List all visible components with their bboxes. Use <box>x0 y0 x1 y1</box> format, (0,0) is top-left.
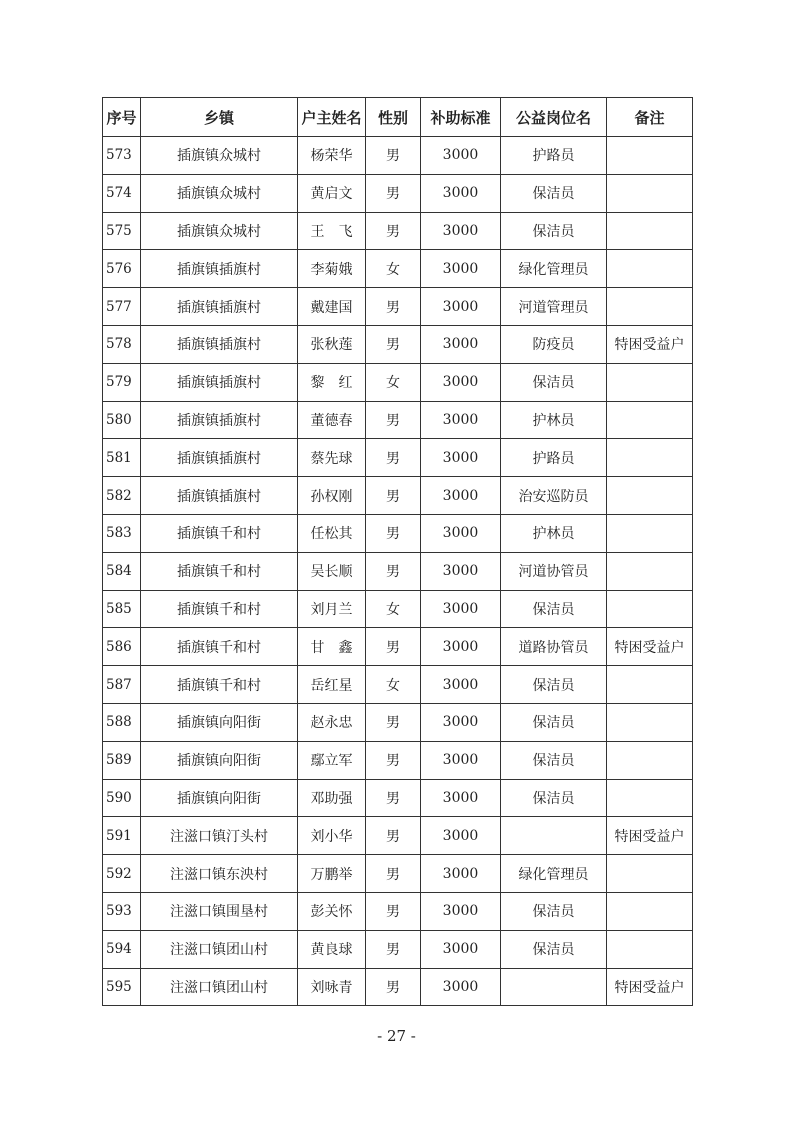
cell-householder-name: 董德春 <box>298 401 366 439</box>
cell-township: 注滋口镇汀头村 <box>141 817 298 855</box>
cell-subsidy: 3000 <box>421 325 501 363</box>
cell-subsidy: 3000 <box>421 779 501 817</box>
cell-subsidy: 3000 <box>421 212 501 250</box>
cell-index: 575 <box>103 212 141 250</box>
cell-householder-name: 杨荣华 <box>298 137 366 175</box>
cell-township: 插旗镇插旗村 <box>141 325 298 363</box>
table-row <box>103 514 693 552</box>
cell-gender: 男 <box>366 628 421 666</box>
cell-post-name: 保洁员 <box>501 892 607 930</box>
cell-householder-name: 刘小华 <box>298 817 366 855</box>
table-row <box>103 817 693 855</box>
cell-township: 插旗镇千和村 <box>141 514 298 552</box>
cell-remark <box>607 741 693 779</box>
cell-township: 插旗镇向阳街 <box>141 779 298 817</box>
table-row <box>103 968 693 1006</box>
cell-post-name: 护林员 <box>501 514 607 552</box>
cell-index: 579 <box>103 363 141 401</box>
cell-gender: 女 <box>366 250 421 288</box>
cell-gender: 男 <box>366 892 421 930</box>
cell-gender: 男 <box>366 439 421 477</box>
cell-index: 585 <box>103 590 141 628</box>
cell-township: 插旗镇向阳街 <box>141 741 298 779</box>
cell-remark <box>607 590 693 628</box>
cell-gender: 男 <box>366 401 421 439</box>
cell-subsidy: 3000 <box>421 817 501 855</box>
cell-gender: 女 <box>366 590 421 628</box>
cell-householder-name: 任松其 <box>298 514 366 552</box>
cell-post-name: 绿化管理员 <box>501 855 607 893</box>
cell-index: 590 <box>103 779 141 817</box>
cell-index: 587 <box>103 666 141 704</box>
cell-post-name: 绿化管理员 <box>501 250 607 288</box>
cell-index: 593 <box>103 892 141 930</box>
cell-township: 插旗镇众城村 <box>141 212 298 250</box>
cell-post-name: 保洁员 <box>501 666 607 704</box>
cell-post-name: 河道管理员 <box>501 288 607 326</box>
column-header-subsidy: 补助标准 <box>421 98 501 137</box>
cell-householder-name: 蔡先球 <box>298 439 366 477</box>
cell-index: 573 <box>103 137 141 175</box>
cell-subsidy: 3000 <box>421 363 501 401</box>
cell-post-name: 护林员 <box>501 401 607 439</box>
table-row <box>103 439 693 477</box>
cell-index: 586 <box>103 628 141 666</box>
cell-gender: 男 <box>366 779 421 817</box>
cell-remark: 特困受益户 <box>607 817 693 855</box>
cell-township: 注滋口镇团山村 <box>141 930 298 968</box>
cell-subsidy: 3000 <box>421 552 501 590</box>
cell-remark <box>607 212 693 250</box>
cell-subsidy: 3000 <box>421 855 501 893</box>
cell-remark <box>607 439 693 477</box>
cell-subsidy: 3000 <box>421 628 501 666</box>
page-number: - 27 - <box>377 1027 416 1045</box>
table-row <box>103 363 693 401</box>
column-header-post-name: 公益岗位名 <box>501 98 607 137</box>
cell-subsidy: 3000 <box>421 401 501 439</box>
cell-remark <box>607 174 693 212</box>
cell-householder-name: 岳红星 <box>298 666 366 704</box>
cell-remark: 特困受益户 <box>607 968 693 1006</box>
cell-post-name: 保洁员 <box>501 741 607 779</box>
cell-gender: 男 <box>366 325 421 363</box>
cell-gender: 男 <box>366 137 421 175</box>
cell-remark <box>607 552 693 590</box>
table-row <box>103 477 693 515</box>
cell-post-name: 治安巡防员 <box>501 477 607 515</box>
cell-subsidy: 3000 <box>421 968 501 1006</box>
cell-householder-name: 黄良球 <box>298 930 366 968</box>
cell-township: 插旗镇千和村 <box>141 628 298 666</box>
table-row <box>103 779 693 817</box>
cell-index: 588 <box>103 703 141 741</box>
table-row <box>103 892 693 930</box>
cell-post-name <box>501 817 607 855</box>
cell-subsidy: 3000 <box>421 288 501 326</box>
cell-remark <box>607 137 693 175</box>
cell-township: 插旗镇千和村 <box>141 666 298 704</box>
cell-index: 589 <box>103 741 141 779</box>
cell-householder-name: 邓助强 <box>298 779 366 817</box>
cell-householder-name: 赵永忠 <box>298 703 366 741</box>
cell-township: 插旗镇众城村 <box>141 137 298 175</box>
cell-township: 插旗镇插旗村 <box>141 250 298 288</box>
cell-subsidy: 3000 <box>421 703 501 741</box>
cell-subsidy: 3000 <box>421 137 501 175</box>
cell-post-name: 保洁员 <box>501 779 607 817</box>
cell-remark <box>607 703 693 741</box>
cell-post-name: 保洁员 <box>501 703 607 741</box>
cell-index: 578 <box>103 325 141 363</box>
cell-post-name: 河道协管员 <box>501 552 607 590</box>
cell-subsidy: 3000 <box>421 477 501 515</box>
cell-index: 577 <box>103 288 141 326</box>
column-header-remark: 备注 <box>607 98 693 137</box>
column-header-index: 序号 <box>103 98 141 137</box>
cell-remark <box>607 514 693 552</box>
column-header-gender: 性别 <box>366 98 421 137</box>
cell-gender: 男 <box>366 477 421 515</box>
cell-householder-name: 黄启文 <box>298 174 366 212</box>
cell-gender: 男 <box>366 741 421 779</box>
cell-post-name: 保洁员 <box>501 930 607 968</box>
table-row <box>103 174 693 212</box>
cell-post-name: 护路员 <box>501 137 607 175</box>
cell-subsidy: 3000 <box>421 741 501 779</box>
cell-gender: 男 <box>366 552 421 590</box>
cell-index: 594 <box>103 930 141 968</box>
cell-householder-name: 万鹏举 <box>298 855 366 893</box>
table-row <box>103 741 693 779</box>
table-row <box>103 212 693 250</box>
cell-householder-name: 甘 鑫 <box>298 628 366 666</box>
cell-subsidy: 3000 <box>421 250 501 288</box>
cell-index: 595 <box>103 968 141 1006</box>
cell-subsidy: 3000 <box>421 174 501 212</box>
cell-gender: 男 <box>366 514 421 552</box>
cell-township: 插旗镇插旗村 <box>141 288 298 326</box>
cell-index: 582 <box>103 477 141 515</box>
cell-township: 插旗镇插旗村 <box>141 439 298 477</box>
cell-householder-name: 刘咏青 <box>298 968 366 1006</box>
cell-township: 注滋口镇团山村 <box>141 968 298 1006</box>
cell-subsidy: 3000 <box>421 590 501 628</box>
cell-remark <box>607 477 693 515</box>
beneficiary-table <box>102 97 693 1006</box>
table-row <box>103 703 693 741</box>
cell-post-name: 护路员 <box>501 439 607 477</box>
cell-remark: 特困受益户 <box>607 628 693 666</box>
cell-householder-name: 张秋莲 <box>298 325 366 363</box>
cell-gender: 男 <box>366 855 421 893</box>
cell-index: 584 <box>103 552 141 590</box>
cell-gender: 男 <box>366 288 421 326</box>
cell-gender: 男 <box>366 212 421 250</box>
cell-post-name <box>501 968 607 1006</box>
cell-subsidy: 3000 <box>421 930 501 968</box>
table-row <box>103 325 693 363</box>
cell-township: 插旗镇插旗村 <box>141 477 298 515</box>
table-row <box>103 628 693 666</box>
cell-remark <box>607 401 693 439</box>
cell-township: 插旗镇插旗村 <box>141 401 298 439</box>
cell-remark: 特困受益户 <box>607 325 693 363</box>
table-row <box>103 552 693 590</box>
cell-remark <box>607 892 693 930</box>
cell-householder-name: 戴建国 <box>298 288 366 326</box>
cell-subsidy: 3000 <box>421 892 501 930</box>
cell-index: 583 <box>103 514 141 552</box>
cell-remark <box>607 250 693 288</box>
cell-gender: 男 <box>366 930 421 968</box>
cell-index: 592 <box>103 855 141 893</box>
cell-post-name: 防疫员 <box>501 325 607 363</box>
cell-index: 581 <box>103 439 141 477</box>
table-row <box>103 590 693 628</box>
cell-post-name: 保洁员 <box>501 174 607 212</box>
cell-householder-name: 李菊娥 <box>298 250 366 288</box>
cell-index: 580 <box>103 401 141 439</box>
cell-remark <box>607 288 693 326</box>
table-row <box>103 666 693 704</box>
cell-post-name: 保洁员 <box>501 363 607 401</box>
cell-township: 插旗镇向阳街 <box>141 703 298 741</box>
column-header-township: 乡镇 <box>141 98 298 137</box>
cell-township: 插旗镇千和村 <box>141 552 298 590</box>
cell-township: 注滋口镇东泱村 <box>141 855 298 893</box>
cell-subsidy: 3000 <box>421 666 501 704</box>
cell-remark <box>607 855 693 893</box>
cell-gender: 女 <box>366 363 421 401</box>
cell-remark <box>607 930 693 968</box>
table-row <box>103 288 693 326</box>
cell-householder-name: 黎 红 <box>298 363 366 401</box>
cell-remark <box>607 363 693 401</box>
table-row <box>103 401 693 439</box>
cell-post-name: 保洁员 <box>501 590 607 628</box>
cell-gender: 女 <box>366 666 421 704</box>
cell-township: 插旗镇千和村 <box>141 590 298 628</box>
cell-index: 574 <box>103 174 141 212</box>
cell-township: 插旗镇插旗村 <box>141 363 298 401</box>
cell-householder-name: 鄢立军 <box>298 741 366 779</box>
cell-index: 576 <box>103 250 141 288</box>
cell-gender: 男 <box>366 703 421 741</box>
cell-householder-name: 王 飞 <box>298 212 366 250</box>
table-row <box>103 137 693 175</box>
cell-remark <box>607 779 693 817</box>
cell-householder-name: 吴长顺 <box>298 552 366 590</box>
cell-subsidy: 3000 <box>421 439 501 477</box>
cell-township: 插旗镇众城村 <box>141 174 298 212</box>
cell-township: 注滋口镇围垦村 <box>141 892 298 930</box>
table-row <box>103 855 693 893</box>
cell-subsidy: 3000 <box>421 514 501 552</box>
cell-gender: 男 <box>366 968 421 1006</box>
cell-householder-name: 彭关怀 <box>298 892 366 930</box>
table-row <box>103 250 693 288</box>
cell-householder-name: 刘月兰 <box>298 590 366 628</box>
cell-householder-name: 孙权刚 <box>298 477 366 515</box>
cell-gender: 男 <box>366 174 421 212</box>
cell-post-name: 道路协管员 <box>501 628 607 666</box>
cell-index: 591 <box>103 817 141 855</box>
cell-gender: 男 <box>366 817 421 855</box>
table-header-row <box>103 98 693 137</box>
column-header-householder-name: 户主姓名 <box>298 98 366 137</box>
table-row <box>103 930 693 968</box>
cell-remark <box>607 666 693 704</box>
cell-post-name: 保洁员 <box>501 212 607 250</box>
